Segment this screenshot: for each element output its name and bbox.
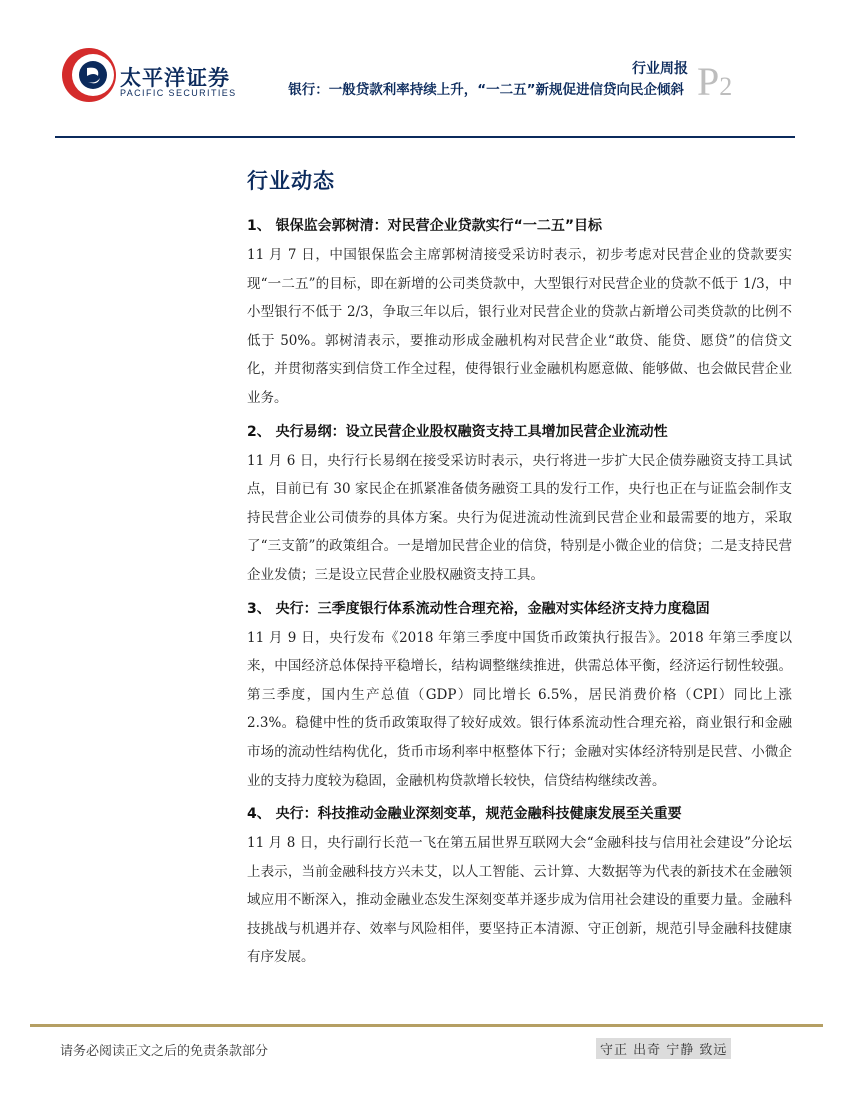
page-number-value: 2 — [719, 72, 733, 101]
brand-name-cn: 太平洋证券 — [120, 66, 230, 90]
news-item-body: 11 月 7 日，中国银保监会主席郭树清接受采访时表示，初步考虑对民营企业的贷款要实现“一二五”的目标，即在新增的公司类贷款中，大型银行对民营企业的贷款不低于 1/3，中小型银行不低于 2/3，争取三年以后，银行业对民营企业的贷款占新增公司类贷款的比例不低于 50%。郭树清表示，要推动形成金融机构对民营企业“敢贷、能贷、愿贷”的信贷文化，并贯彻落实到信贷工作全过程，使得银行业金融机构愿意做、能够做、也会做民营企业业务。 — [247, 247, 792, 406]
news-item-body: 11 月 8 日，央行副行长范一飞在第五届世界互联网大会“金融科技与信用社会建设”分论坛上表示，当前金融科技方兴未艾，以人工智能、云计算、大数据等为代表的新技术在金融领域应用不断深入，推动金融业态发生深刻变革并逐步成为信用社会建设的重要力量。金融科技挑战与机遇并存、效率与风险相伴，要坚持正本清源、守正创新，规范引导金融科技健康有序发展。 — [247, 835, 792, 966]
news-item — [247, 417, 792, 590]
footer-divider — [30, 1024, 823, 1027]
report-title: 银行：一般贷款利率持续上升，“一二五”新规促进信贷向民企倾斜 — [288, 82, 684, 98]
news-item — [247, 799, 792, 972]
news-item-heading: 2、 央行易纲：设立民营企业股权融资支持工具增加民营企业流动性 — [247, 423, 668, 440]
news-item — [247, 594, 792, 796]
report-type: 行业周报 — [632, 61, 688, 77]
news-item-heading: 1、 银保监会郭树清：对民营企业贷款实行“一二五”目标 — [247, 218, 603, 234]
page-header — [0, 0, 850, 140]
main-content — [247, 165, 792, 976]
brand-name-en: PACIFIC SECURITIES — [120, 88, 237, 98]
news-item — [247, 211, 792, 413]
news-item-heading: 4、 央行：科技推动金融业深刻变革，规范金融科技健康发展至关重要 — [247, 806, 682, 823]
news-item-body: 11 月 9 日，央行发布《2018 年第三季度中国货币政策执行报告》。2018 年第三季度以来，中国经济总体保持平稳增长，结构调整继续推进，供需总体平衡，经济运行韧性较强。第三季度，国内生产总值（GDP）同比增长 6.5%，居民消费价格（CPI）同比上涨 2.3%。稳健中性的货币政策取得了较好成效。银行体系流动性合理充裕，商业银行和金融市场的流动性结构优化，货币市场利率中枢整体下行；金融对实体经济特别是民营、小微企业的支持力度较为稳固，金融机构贷款增长较快，信贷结构继续改善。 — [247, 629, 792, 789]
page-prefix: P — [697, 59, 720, 104]
news-item-heading: 3、 央行：三季度银行体系流动性合理充裕，金融对实体经济支持力度稳固 — [247, 600, 710, 617]
header-divider — [55, 136, 795, 138]
pacific-securities-logo-icon — [60, 46, 118, 104]
page-number — [697, 59, 733, 104]
footer-motto: 守正 出奇 宁静 致远 — [596, 1038, 731, 1059]
section-title: 行业动态 — [247, 169, 335, 193]
footer-disclaimer: 请务必阅读正文之后的免责条款部分 — [60, 1044, 269, 1059]
news-item-body: 11 月 6 日，央行行长易纲在接受采访时表示，央行将进一步扩大民企债券融资支持工具试点，目前已有 30 家民企在抓紧准备债务融资工具的发行工作，央行也正在与证监会制作支持民营企业公司债券的具体方案。央行为促进流动性流到民营企业和最需要的地方，采取了“三支箭”的政策组合。一是增加民营企业的信贷，特别是小微企业的信贷；二是支持民营企业发债；三是设立民营企业股权融资支持工具。 — [247, 452, 792, 583]
